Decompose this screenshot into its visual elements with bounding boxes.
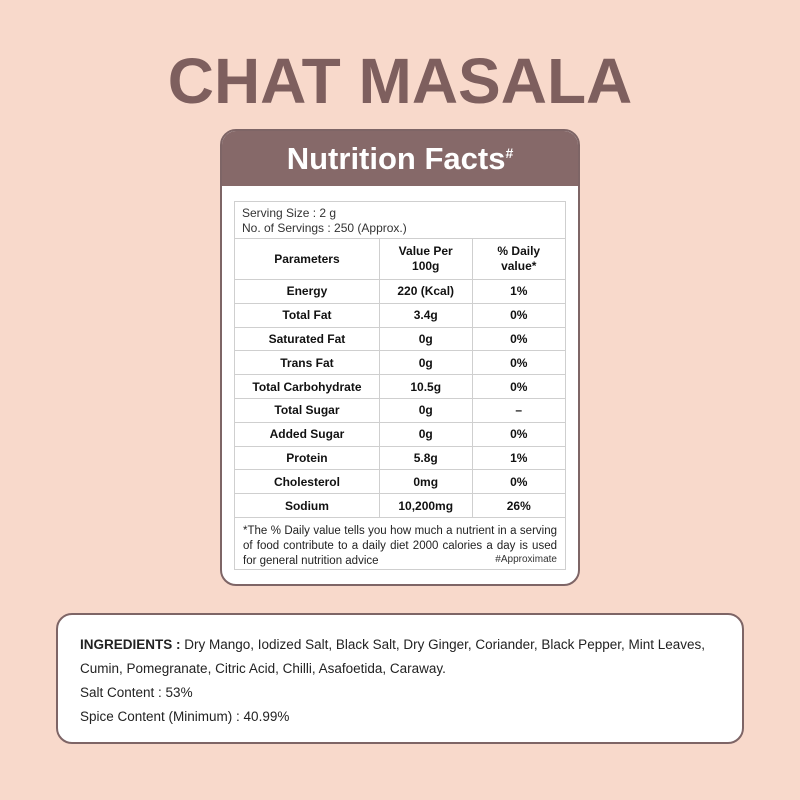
value-cell: 0g xyxy=(379,351,472,375)
column-header-daily-value-text: % Daily value* xyxy=(497,244,541,273)
table-row xyxy=(235,398,566,422)
daily-value-cell: 1% xyxy=(472,280,565,304)
value-cell: 0mg xyxy=(379,470,472,494)
nutrition-facts-heading: Nutrition Facts xyxy=(286,141,506,176)
daily-value-cell: 0% xyxy=(472,375,565,399)
daily-value-cell: 0% xyxy=(472,422,565,446)
value-cell: 10.5g xyxy=(379,375,472,399)
table-row xyxy=(235,303,566,327)
table-row xyxy=(235,494,566,518)
salt-content: Salt Content : 53% xyxy=(80,685,193,700)
column-header-parameters: Parameters xyxy=(235,239,380,280)
daily-value-cell: 0% xyxy=(472,303,565,327)
spice-content: Spice Content (Minimum) : 40.99% xyxy=(80,709,290,724)
ingredients-list: Dry Mango, Iodized Salt, Black Salt, Dry Ginger, Coriander, Black Pepper, Mint Leaves, Cumin, Pomegranate, Citric Acid, Chilli, Asafoetida, Caraway. xyxy=(80,637,706,676)
column-header-daily-value xyxy=(472,239,565,280)
table-row xyxy=(235,422,566,446)
ingredients-line xyxy=(80,633,720,681)
table-row xyxy=(235,446,566,470)
table-row xyxy=(235,375,566,399)
ingredients-card xyxy=(56,613,744,744)
daily-value-cell: 1% xyxy=(472,446,565,470)
daily-value-cell: 0% xyxy=(472,470,565,494)
nutrition-table xyxy=(234,238,566,518)
column-header-value xyxy=(379,239,472,280)
value-cell: 3.4g xyxy=(379,303,472,327)
nutrition-table-body xyxy=(235,280,566,518)
value-cell: 220 (Kcal) xyxy=(379,280,472,304)
nutrition-panel xyxy=(234,201,566,570)
column-header-value-text: Value Per 100g xyxy=(398,244,453,273)
daily-value-cell: – xyxy=(472,398,565,422)
nutrition-facts-card xyxy=(220,129,580,586)
table-row xyxy=(235,470,566,494)
parameter-cell: Protein xyxy=(235,446,380,470)
serving-info xyxy=(235,202,565,238)
table-row xyxy=(235,327,566,351)
table-header-row xyxy=(235,239,566,280)
approximate-note: #Approximate xyxy=(495,554,557,565)
daily-value-cell: 26% xyxy=(472,494,565,518)
value-cell: 10,200mg xyxy=(379,494,472,518)
parameter-cell: Total Sugar xyxy=(235,398,380,422)
parameter-cell: Saturated Fat xyxy=(235,327,380,351)
parameter-cell: Added Sugar xyxy=(235,422,380,446)
value-cell: 0g xyxy=(379,422,472,446)
table-row xyxy=(235,280,566,304)
value-cell: 5.8g xyxy=(379,446,472,470)
serving-size: Serving Size : 2 g xyxy=(242,206,337,220)
parameter-cell: Sodium xyxy=(235,494,380,518)
daily-value-cell: 0% xyxy=(472,327,565,351)
table-row xyxy=(235,351,566,375)
parameter-cell: Total Fat xyxy=(235,303,380,327)
product-title: CHAT MASALA xyxy=(167,45,633,117)
servings-count: No. of Servings : 250 (Approx.) xyxy=(242,221,407,235)
nutrition-facts-header xyxy=(222,131,578,186)
header-footnote-mark: # xyxy=(505,145,514,161)
parameter-cell: Cholesterol xyxy=(235,470,380,494)
parameter-cell: Total Carbohydrate xyxy=(235,375,380,399)
parameter-cell: Energy xyxy=(235,280,380,304)
value-cell: 0g xyxy=(379,398,472,422)
daily-value-cell: 0% xyxy=(472,351,565,375)
parameter-cell: Trans Fat xyxy=(235,351,380,375)
value-cell: 0g xyxy=(379,327,472,351)
ingredients-label: INGREDIENTS : xyxy=(80,637,181,652)
daily-value-footnote: *The % Daily value tells you how much a nutrient in a serving of food contribute to a daily diet 2000 calories a day is used for general nutrition advice xyxy=(243,524,557,567)
